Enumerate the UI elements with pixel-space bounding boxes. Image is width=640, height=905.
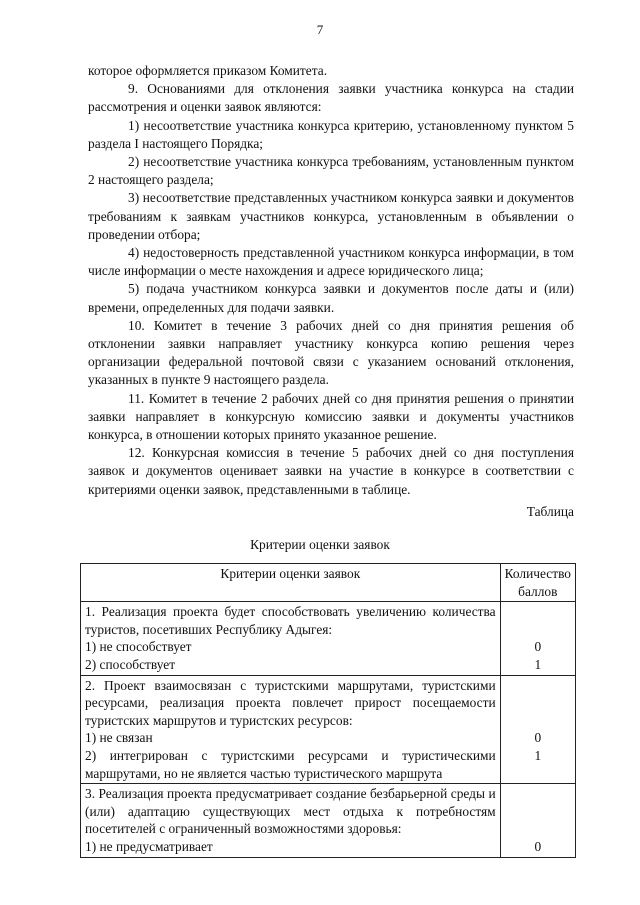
criterion-title: 2. Проект взаимосвязан с туристскими маршрутами, туристскими ресурсами, реализация проекта повлечет прирост посещаемости туристских маршрутов и туристских ресурсов: bbox=[85, 677, 496, 728]
criterion-option: 1) не связан bbox=[85, 730, 153, 746]
score-cell bbox=[500, 675, 575, 784]
paragraph: 9. Основаниями для отклонения заявки участника конкурса на стадии рассмотрения и оценки заявок являются: bbox=[88, 81, 574, 115]
table-row bbox=[81, 675, 576, 784]
score-value: 0 bbox=[534, 729, 542, 745]
criterion-title: 3. Реализация проекта предусматривает создание безбарьерной среды и (или) адаптацию существующих мест отдыха к потребностям посетителей с ограниченный возможностями здоровья: bbox=[85, 786, 496, 837]
header-criteria: Критерии оценки заявок bbox=[81, 564, 501, 602]
table-row bbox=[81, 784, 576, 857]
paragraph: которое оформляется приказом Комитета. bbox=[88, 63, 328, 78]
paragraph: 12. Конкурсная комиссия в течение 5 рабочих дней со дня поступления заявок и документов оценивает заявки на участие в конкурсе в соответствии с критериями оценки заявок, представленными в таблице. bbox=[88, 445, 574, 497]
page-number: 7 bbox=[316, 22, 324, 37]
criteria-table bbox=[80, 563, 576, 858]
header-score: Количество баллов bbox=[500, 564, 575, 602]
score-value: 1 bbox=[534, 747, 542, 763]
score-value: 1 bbox=[534, 656, 542, 672]
criterion-option: 2) интегрирован с туристскими ресурсами и туристическими маршрутами, но не является частью туристического маршрута bbox=[85, 747, 496, 781]
paragraph: 3) несоответствие представленных участником конкурса заявки и документов требованиям к заявкам участников конкурса, установленным в объявлении о проведении отбора; bbox=[88, 190, 574, 242]
body-text bbox=[88, 62, 574, 499]
paragraph: 11. Комитет в течение 2 рабочих дней со дня принятия решения о принятии заявки направляет в конкурсную комиссию заявки и документы участников конкурса, в отношении которых принято указанное решение. bbox=[88, 390, 574, 443]
score-cell bbox=[500, 784, 575, 857]
criterion-option: 2) способствует bbox=[85, 656, 176, 672]
paragraph: 10. Комитет в течение 3 рабочих дней со дня принятия решения об отклонении заявки направляет участнику конкурса копию решения через организации федеральной почтовой связи с указанием оснований отклонения, указанных в пункте 9 настоящего раздела. bbox=[88, 317, 574, 388]
criterion-title: 1. Реализация проекта будет способствовать увеличению количества туристов, посетивших Республику Адыгея: bbox=[85, 604, 496, 637]
paragraph: 4) недостоверность представленной участником конкурса информации, в том числе информации о месте нахождения и адресе юридического лица; bbox=[88, 245, 574, 279]
criterion-option: 1) не способствует bbox=[85, 639, 192, 655]
criterion-option: 1) не предусматривает bbox=[85, 838, 213, 854]
criterion-cell bbox=[81, 784, 501, 857]
criterion-cell bbox=[81, 675, 501, 784]
paragraph: 2) несоответствие участника конкурса требованиям, установленным пунктом 2 настоящего раздела; bbox=[88, 154, 574, 188]
score-value: 0 bbox=[534, 838, 542, 854]
score-value: 0 bbox=[534, 639, 542, 655]
table-header-row bbox=[81, 564, 576, 602]
paragraph: 1) несоответствие участника конкурса критерию, установленному пунктом 5 раздела I настоящего Порядка; bbox=[88, 117, 574, 151]
table-title: Критерии оценки заявок bbox=[250, 537, 390, 552]
table-row bbox=[81, 602, 576, 675]
table-caption: Таблица bbox=[526, 504, 574, 519]
criterion-cell bbox=[81, 602, 501, 675]
paragraph: 5) подача участником конкурса заявки и документов после даты и (или) времени, определенных для подачи заявки. bbox=[88, 281, 574, 315]
score-cell bbox=[500, 602, 575, 675]
